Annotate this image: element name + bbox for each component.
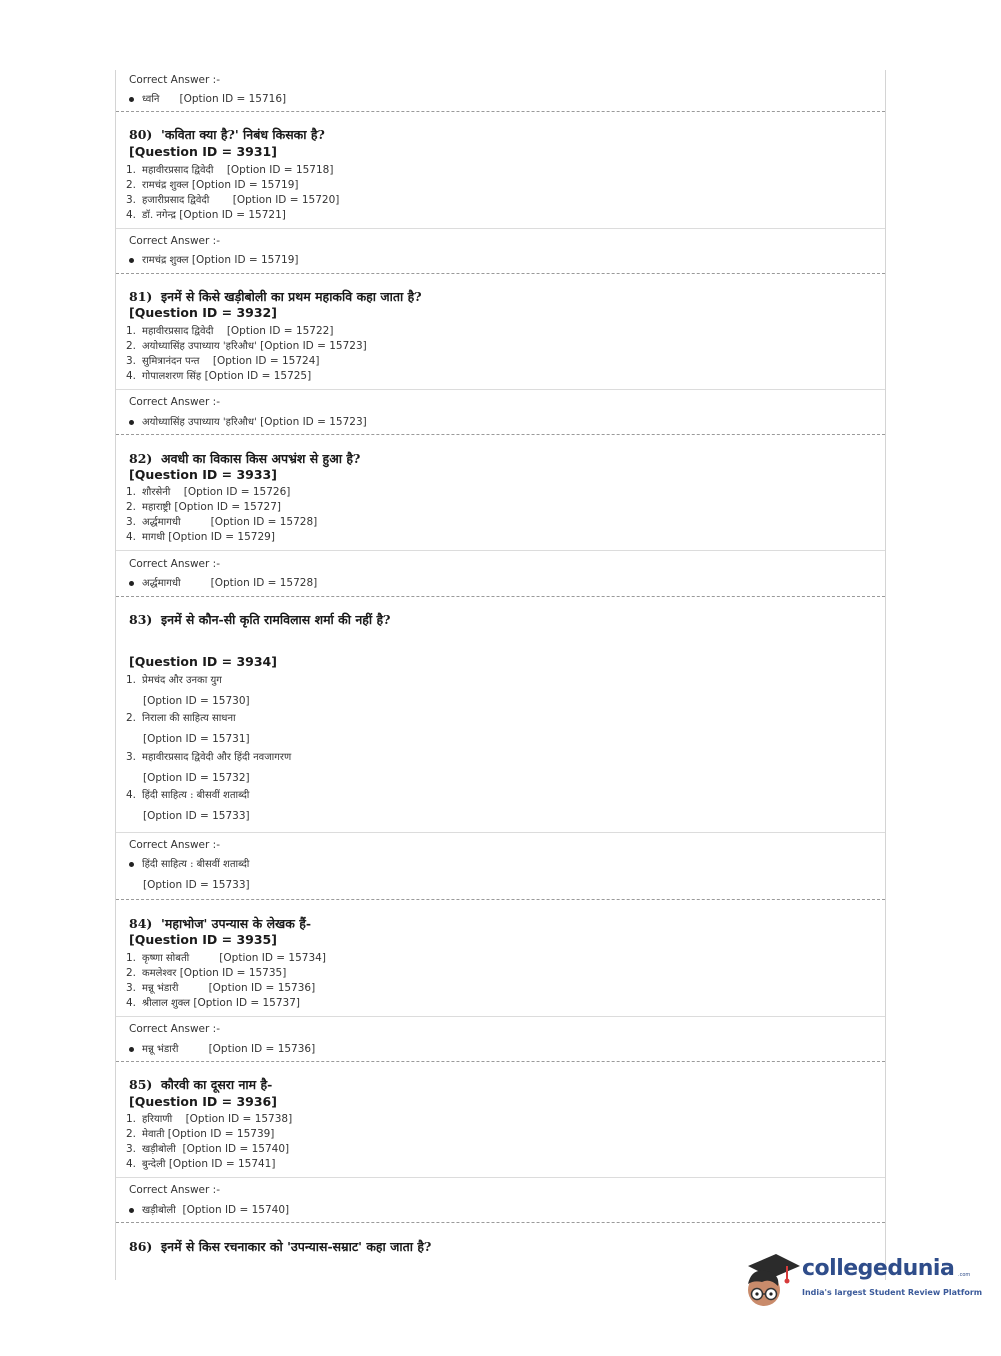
- correct-answer: अर्द्धमागधी [Option ID = 15728]: [129, 575, 317, 589]
- option-item: 2. अयोध्यासिंह उपाध्याय 'हरिऔध' [Option ID = 15723]: [126, 340, 367, 352]
- answer-divider: [116, 1016, 885, 1017]
- brand-logo: [742, 1250, 983, 1310]
- correct-answer-label: Correct Answer :-: [129, 839, 220, 851]
- answer-divider: [116, 228, 885, 229]
- section-divider: [116, 899, 885, 900]
- option-item: 4. मागधी [Option ID = 15729]: [126, 531, 275, 543]
- correct-answer-label: Correct Answer :-: [129, 396, 220, 408]
- option-item: 3. अर्द्धमागधी [Option ID = 15728]: [126, 516, 318, 528]
- question-title: 85) कौरवी का दूसरा नाम है-: [129, 1077, 273, 1092]
- bullet-icon: [129, 420, 134, 425]
- option-item: 1. महावीरप्रसाद द्विवेदी [Option ID = 15722]: [126, 325, 334, 337]
- bullet-icon: [129, 1208, 134, 1213]
- question-title: 82) अवधी का विकास किस अपभ्रंश से हुआ है?: [129, 451, 361, 466]
- answer-divider: [116, 550, 885, 551]
- question-id: [Question ID = 3931]: [129, 144, 277, 159]
- section-divider: [116, 596, 885, 597]
- option-item: 2. रामचंद्र शुक्ल [Option ID = 15719]: [126, 179, 299, 191]
- bullet-icon: [129, 581, 134, 586]
- brand-name: collegedunia: [802, 1256, 955, 1281]
- question-title: 80) 'कविता क्या है?' निबंध किसका है?: [129, 127, 325, 142]
- section-divider: [116, 1061, 885, 1062]
- question-sheet: [115, 70, 886, 1280]
- answer-divider: [116, 1177, 885, 1178]
- option-item: 2. कमलेश्वर [Option ID = 15735]: [126, 967, 287, 979]
- correct-answer-label: Correct Answer :-: [129, 558, 220, 570]
- section-divider: [116, 1222, 885, 1223]
- correct-answer-label: Correct Answer :-: [129, 74, 220, 86]
- brand-tagline: India's largest Student Review Platform: [802, 1288, 983, 1297]
- correct-answer: रामचंद्र शुक्ल [Option ID = 15719]: [129, 252, 299, 266]
- option-item: 3. सुमित्रानंदन पन्त [Option ID = 15724]: [126, 355, 320, 367]
- answer-option-id: [Option ID = 15733]: [143, 879, 250, 891]
- question-id: [Question ID = 3934]: [129, 654, 277, 669]
- question-title: 81) इनमें से किसे खड़ीबोली का प्रथम महाकवि कहा जाता है?: [129, 289, 422, 304]
- question-id: [Question ID = 3935]: [129, 932, 277, 947]
- question-title: 83) इनमें से कौन-सी कृति रामविलास शर्मा की नहीं है?: [129, 612, 391, 627]
- option-item: 1. शौरसेनी [Option ID = 15726]: [126, 486, 291, 498]
- question-title: 84) 'महाभोज' उपन्यास के लेखक हैं-: [129, 916, 312, 931]
- correct-answer: हिंदी साहित्य : बीसवीं शताब्दी: [129, 856, 249, 870]
- question-id: [Question ID = 3933]: [129, 467, 277, 482]
- option-item: 3. महावीरप्रसाद द्विवेदी और हिंदी नवजागरण: [126, 751, 292, 763]
- option-item: 1. कृष्णा सोबती [Option ID = 15734]: [126, 952, 326, 964]
- bullet-icon: [129, 97, 134, 102]
- question-title: 86) इनमें से किस रचनाकार को 'उपन्यास-सम्राट' कहा जाता है?: [129, 1239, 432, 1254]
- bullet-icon: [129, 258, 134, 263]
- option-item: 2. निराला की साहित्य साधना: [126, 712, 236, 724]
- option-id: [Option ID = 15732]: [143, 772, 250, 784]
- bullet-icon: [129, 1047, 134, 1052]
- option-item: 2. मेवाती [Option ID = 15739]: [126, 1128, 275, 1140]
- option-item: 4. बुन्देली [Option ID = 15741]: [126, 1158, 276, 1170]
- question-id: [Question ID = 3932]: [129, 305, 277, 320]
- option-item: 4. श्रीलाल शुक्ल [Option ID = 15737]: [126, 997, 301, 1009]
- section-divider: [116, 273, 885, 274]
- option-item: 4. हिंदी साहित्य : बीसवीं शताब्दी: [126, 789, 250, 801]
- question-id: [Question ID = 3936]: [129, 1094, 277, 1109]
- correct-answer: ध्वनि [Option ID = 15716]: [129, 91, 286, 105]
- section-divider: [116, 434, 885, 435]
- brand-suffix: .com: [958, 1272, 971, 1278]
- option-item: 4. गोपालशरण सिंह [Option ID = 15725]: [126, 370, 312, 382]
- option-item: 1. प्रेमचंद और उनका युग: [126, 674, 222, 686]
- option-item: 3. मन्नू भंडारी [Option ID = 15736]: [126, 982, 316, 994]
- section-divider: [116, 111, 885, 112]
- option-item: 1. हरियाणी [Option ID = 15738]: [126, 1113, 293, 1125]
- correct-answer: अयोध्यासिंह उपाध्याय 'हरिऔध' [Option ID = 15723]: [129, 414, 367, 428]
- answer-divider: [116, 832, 885, 833]
- option-item: 4. डॉ. नगेन्द्र [Option ID = 15721]: [126, 209, 286, 221]
- option-item: 2. महाराष्ट्री [Option ID = 15727]: [126, 501, 281, 513]
- correct-answer: मन्नू भंडारी [Option ID = 15736]: [129, 1041, 315, 1055]
- option-item: 3. हजारीप्रसाद द्विवेदी [Option ID = 15720]: [126, 194, 340, 206]
- option-item: 3. खड़ीबोली [Option ID = 15740]: [126, 1143, 290, 1155]
- correct-answer-label: Correct Answer :-: [129, 1023, 220, 1035]
- mascot-icon: [742, 1250, 800, 1310]
- bullet-icon: [129, 862, 134, 867]
- option-id: [Option ID = 15731]: [143, 733, 250, 745]
- correct-answer-label: Correct Answer :-: [129, 235, 220, 247]
- option-id: [Option ID = 15733]: [143, 810, 250, 822]
- option-id: [Option ID = 15730]: [143, 695, 250, 707]
- correct-answer-label: Correct Answer :-: [129, 1184, 220, 1196]
- correct-answer: खड़ीबोली [Option ID = 15740]: [129, 1202, 289, 1216]
- answer-divider: [116, 389, 885, 390]
- option-item: 1. महावीरप्रसाद द्विवेदी [Option ID = 15718]: [126, 164, 334, 176]
